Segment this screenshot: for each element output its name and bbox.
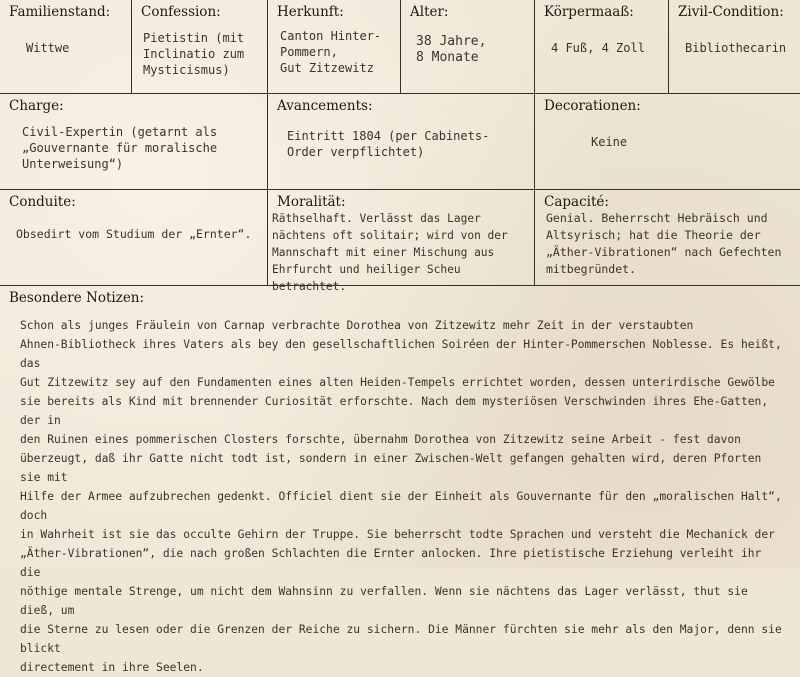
label-moralitaet: Moralität: [277, 194, 346, 210]
label-capacitaet: Capacité: [544, 194, 609, 210]
value-decorationen: Keine [591, 135, 628, 149]
row-character-data [0, 190, 800, 293]
value-alter: 38 Jahre, 8 Monate [416, 34, 487, 65]
cell-capacitaet [535, 190, 800, 286]
row-personal-data [0, 0, 800, 94]
cell-koerpermaass [535, 0, 669, 94]
cell-confession [132, 0, 268, 94]
label-conduite: Conduite: [9, 194, 76, 210]
value-charge: Civil-Expertin (getarnt als „Gouvernante für moralische Unterweisung“) [22, 125, 218, 171]
label-alter: Alter: [410, 4, 449, 20]
label-charge: Charge: [9, 98, 64, 114]
cell-zivil-condition [669, 0, 800, 94]
value-zivil-condition: Bibliothecarin [685, 41, 787, 55]
special-notes-text: Schon als junges Fräulein von Carnap verbrachte Dorothea von Zitzewitz mehr Zeit in der verstaubten Ahnen-Bibliotheck ihres Vaters als bey den gesellschaftlichen Soiréen der Hinter-Pommerschen Noblesse. Es heißt, das Gut Zitzewitz sey auf den Fundamenten eines alten Heiden-Tempels errichtet worden, dessen unterirdische Gewölbe sie bereits als Kind mit brennender Curiosität erforschte. Nach dem mysteriösen Verschwinden ihres Ehe-Gatten, der in den Ruinen eines pommerischen Closters forschte, übernahm Dorothea von Zitzewitz seine Arbeit - fest davon überzeugt, daß ihr Gatte nicht todt ist, sondern in einer Zwischen-Welt gefangen gehalten wird, deren Pforten sie mit Hilfe der Armee aufzubrechen gedenkt. Officiel dient sie der Einheit als Gouvernante für den „moralischen Halt“, doch in Wahrheit ist sie das occulte Gehirn der Truppe. Sie beherrscht todte Sprachen und versteht die Mechanick der „Äther-Vibrationen“, die nach großen Schlachten die Ernter anlocken. Ihre pietistische Erziehung verleiht ihr die nöthige mentale Strenge, um nicht dem Wahnsinn zu verfallen. Wenn sie nächtens das Lager verlässt, thut sie dieß, um die Sterne zu lesen oder die Grenzen der Reiche zu sichern. Die Männer fürchten sie mehr als den Major, denn sie blickt directement in ihre Seelen. [20, 319, 782, 674]
label-herkunft: Herkunft: [277, 4, 344, 20]
value-koerpermaass: 4 Fuß, 4 Zoll [551, 41, 645, 55]
cell-herkunft [268, 0, 401, 94]
cell-familienstand [0, 0, 132, 94]
label-confession: Confession: [141, 4, 221, 20]
label-avancements: Avancements: [277, 98, 373, 114]
special-notes-section [0, 286, 800, 674]
value-familienstand: Wittwe [26, 41, 70, 55]
label-koerpermaass: Körpermaaß: [544, 4, 634, 20]
label-special-notes: Besondere Notizen: [9, 290, 145, 306]
value-avancements: Eintritt 1804 (per Cabinets- Order verpflichtet) [287, 129, 490, 159]
cell-alter [401, 0, 535, 94]
label-zivil-condition: Zivil-Condition: [678, 4, 784, 20]
value-conduite: Obsedirt vom Studium der „Ernter“. [16, 227, 252, 241]
cell-decorationen [535, 94, 800, 190]
cell-charge [0, 94, 268, 190]
label-familienstand: Familienstand: [9, 4, 111, 20]
value-herkunft: Canton Hinter- Pommern, Gut Zitzewitz [280, 29, 382, 75]
label-decorationen: Decorationen: [544, 98, 641, 114]
cell-avancements [268, 94, 535, 190]
value-capacitaet: Genial. Beherrscht Hebräisch und Altsyrisch; hat die Theorie der „Äther-Vibrationen“ nach Gefechten mitbegründet. [546, 211, 782, 276]
value-confession: Pietistin (mit Inclinatio zum Mysticismus) [143, 31, 245, 77]
cell-moralitaet [268, 190, 535, 293]
value-moralitaet: Räthselhaft. Verlässt das Lager nächtens oft solitair; wird von der Mannschaft mit einer Mischung aus Ehrfurcht und heiliger Scheu betrachtet. [272, 212, 508, 293]
cell-conduite [0, 190, 268, 286]
row-service-data [0, 94, 800, 190]
